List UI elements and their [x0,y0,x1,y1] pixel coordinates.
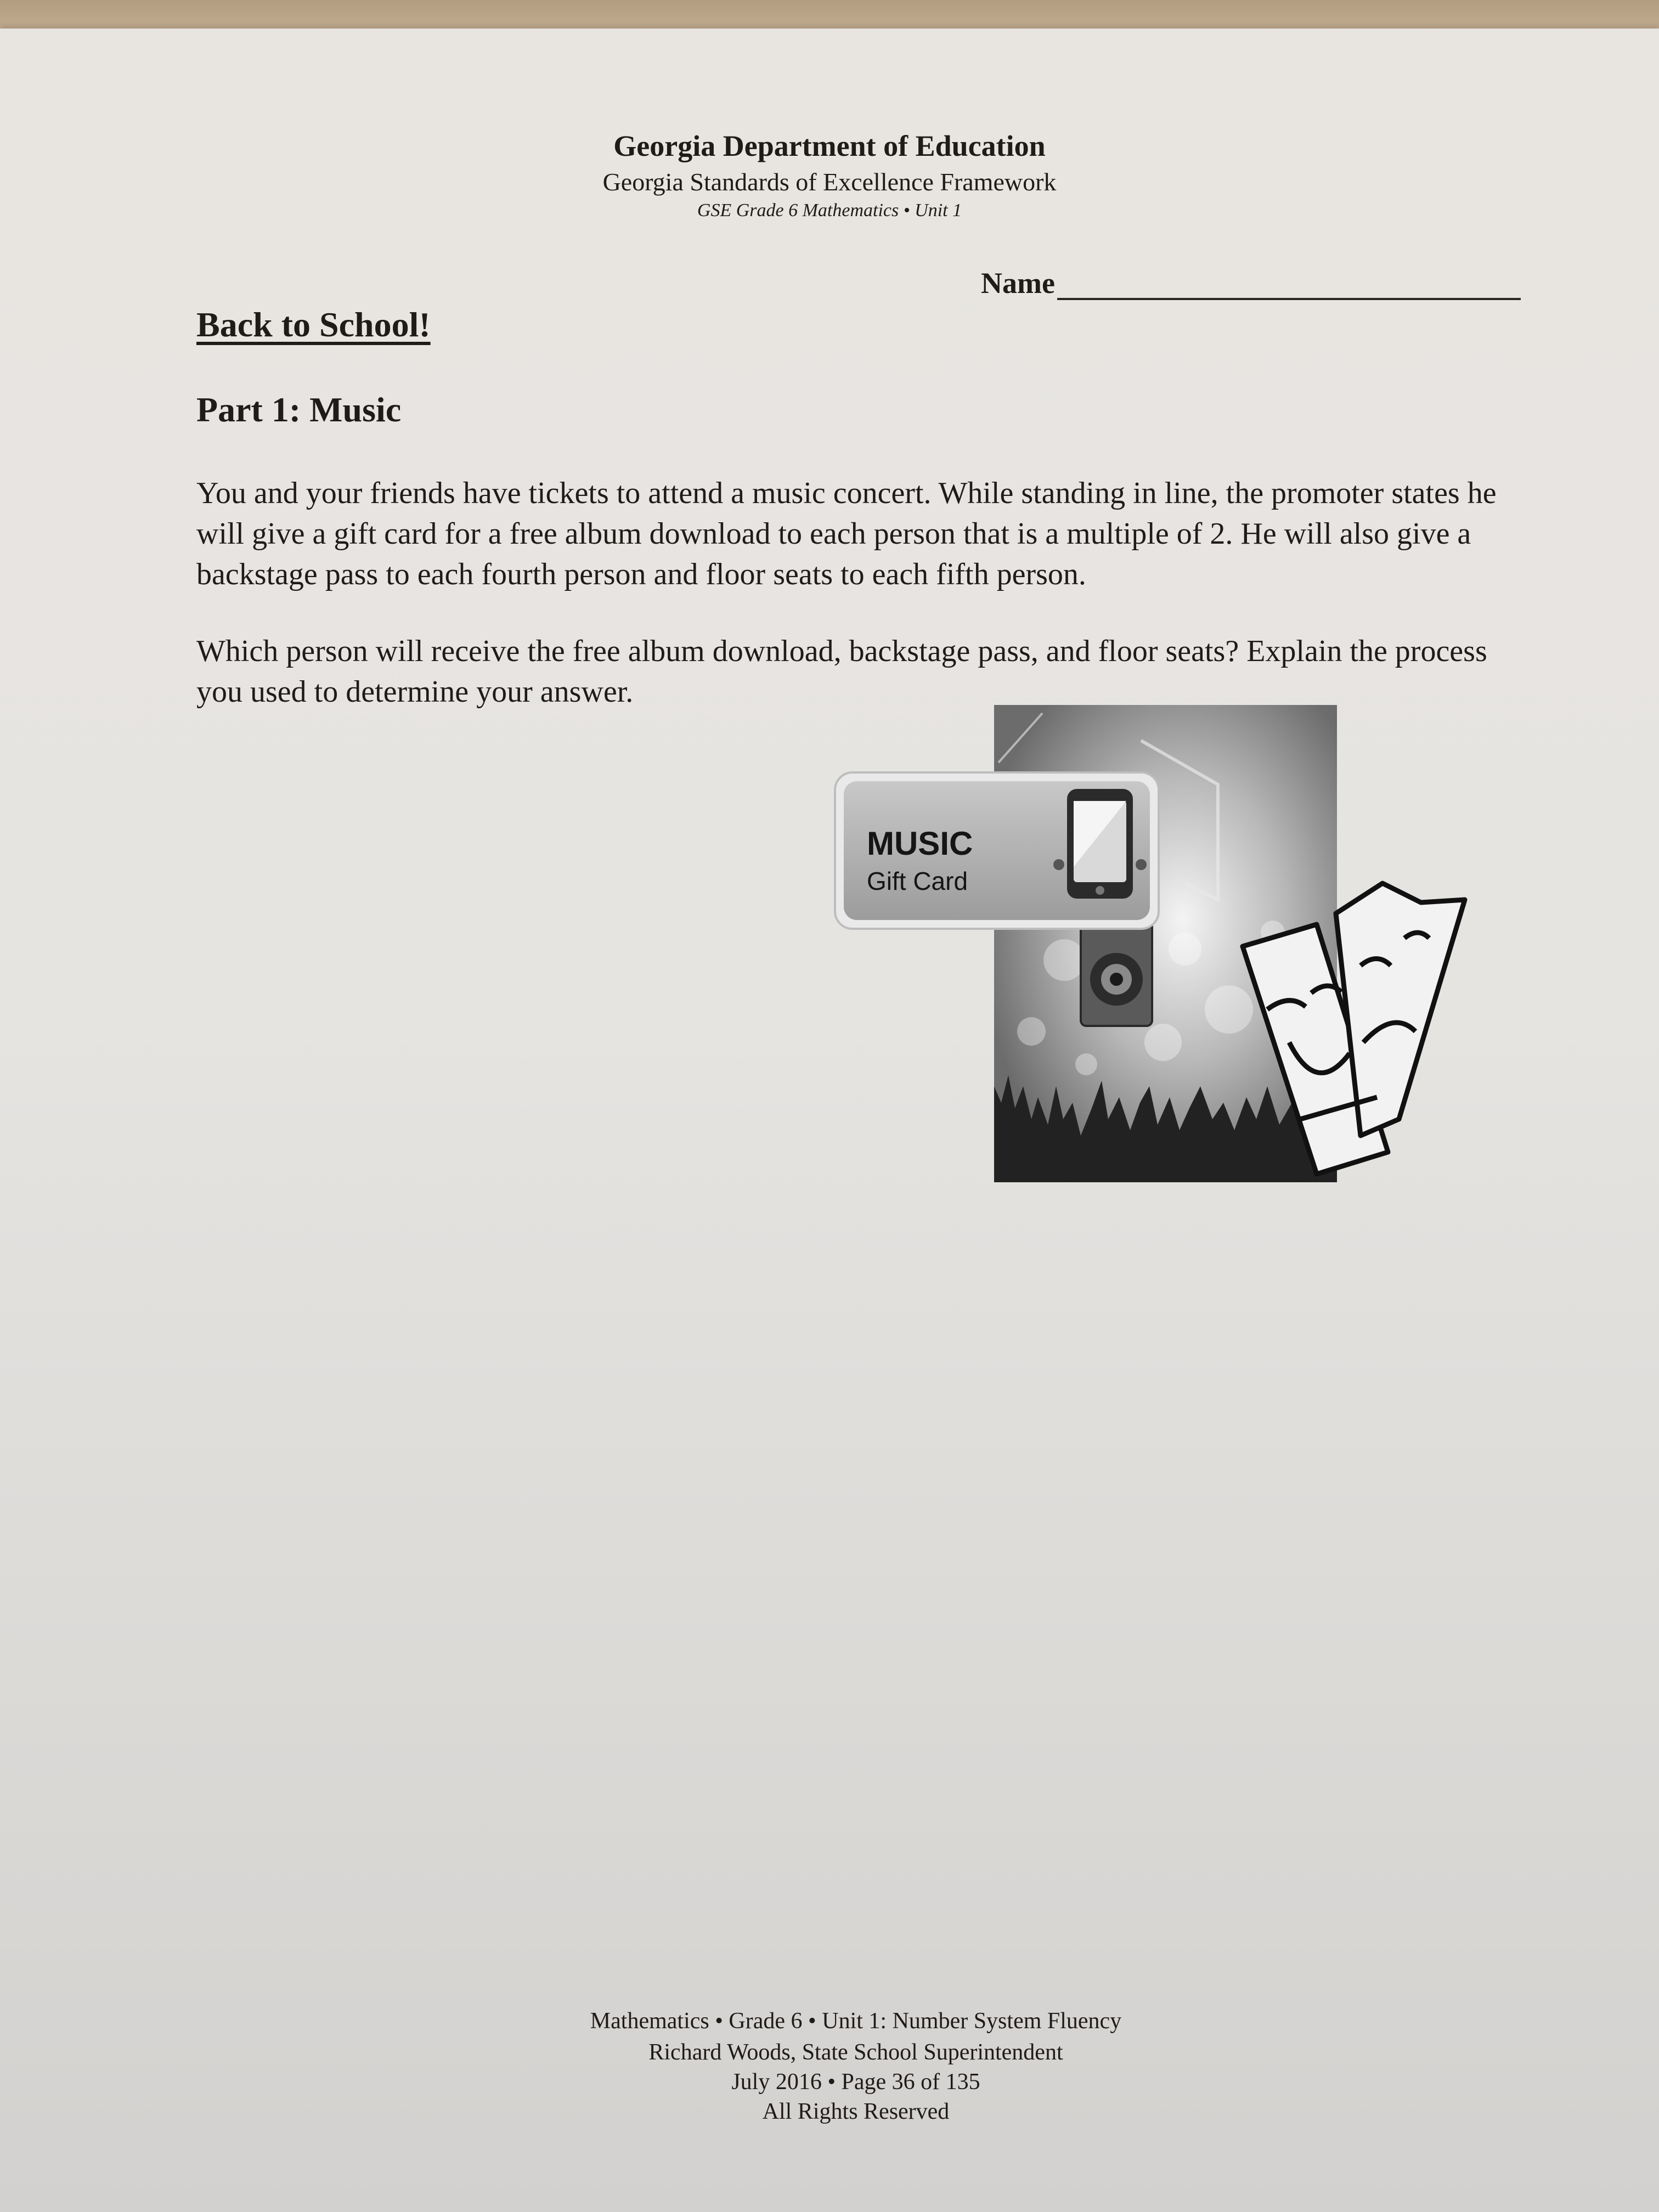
card-subtitle: Gift Card [867,867,968,895]
header-subtitle: Georgia Standards of Excellence Framework [602,168,1057,196]
name-blank-line[interactable] [1057,268,1521,300]
card-title: MUSIC [867,825,973,862]
footer-line-3: July 2016 • Page 36 of 135 [731,2069,980,2095]
document-title: Back to School! [196,305,431,344]
question-paragraph: Which person will receive the free album download, backstage pass, and floor seats? Explain the process you used to determine your answer. [196,634,1487,709]
footer-line-2: Richard Woods, State School Superintendent [648,2040,1063,2065]
concert-illustration [834,702,1470,1196]
name-label: Name [981,267,1055,300]
part-heading: Part 1: Music [196,390,402,429]
speaker-icon [1081,922,1152,1026]
phone-icon [1053,789,1147,899]
header-title: Georgia Department of Education [613,129,1046,162]
problem-paragraph: You and your friends have tickets to attend a music concert. While standing in line, the promoter states he will give a gift card for a free album download to each person that is a multiple of 2. He will also give a backstage pass to each fourth person and floor seats to each fifth person. [196,476,1497,591]
footer-line-4: All Rights Reserved [762,2099,950,2124]
desk-background [0,0,1659,33]
music-gift-card [835,772,1159,929]
footer-line-1: Mathematics • Grade 6 • Unit 1: Number System Fluency [590,2008,1122,2034]
header-unit-line: GSE Grade 6 Mathematics • Unit 1 [697,200,962,221]
name-field[interactable] [981,266,1521,300]
